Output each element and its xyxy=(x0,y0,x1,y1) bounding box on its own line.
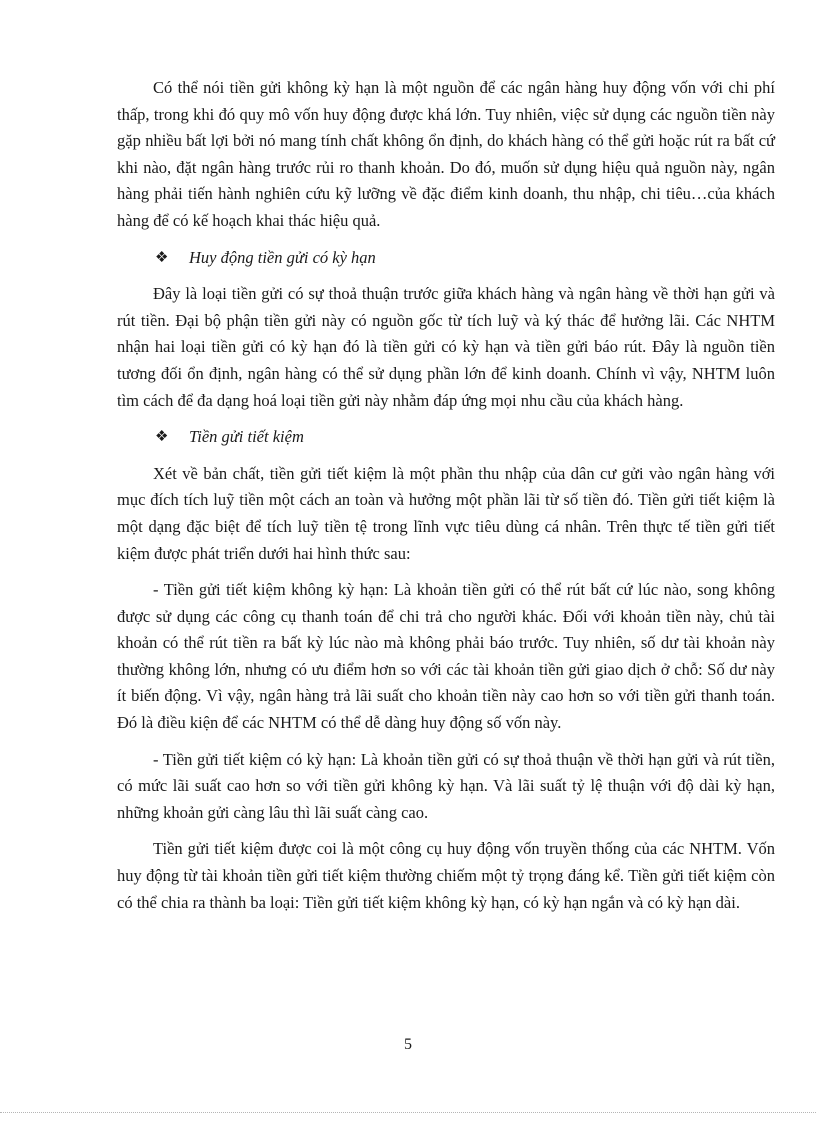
paragraph-term-deposits: Đây là loại tiền gửi có sự thoả thuận trước giữa khách hàng và ngân hàng về thời hạn gửi và rút tiền. Đại bộ phận tiền gửi này có nguồn gốc từ tích luỹ và ký thác để hưởng lãi. Các NHTM nhận hai loại tiền gửi có kỳ hạn đó là tiền gửi có kỳ hạn và tiền gửi báo rút. Đây là nguồn tiền tương đối ổn định, ngân hàng có thể sử dụng phần lớn để kinh doanh. Chính vì vậy, NHTM luôn tìm cách để đa dạng hoá loại tiền gửi này nhằm đáp ứng mọi nhu cầu của khách hàng. xyxy=(117,284,775,410)
footer-dotted-rule xyxy=(0,1112,816,1113)
heading-savings-deposits-label: Tiền gửi tiết kiệm xyxy=(189,427,304,447)
paragraph-savings-summary: Tiền gửi tiết kiệm được coi là một công cụ huy động vốn truyền thống của các NHTM. Vốn huy động từ tài khoản tiền gửi tiết kiệm thường chiếm một tỷ trọng đáng kể. Tiền gửi tiết kiệm còn có thể chia ra thành ba loại: Tiền gửi tiết kiệm không kỳ hạn, có kỳ hạn ngắn và có kỳ hạn dài. xyxy=(117,839,775,912)
paragraph-demand-deposits: Có thể nói tiền gửi không kỳ hạn là một nguồn để các ngân hàng huy động vốn với chi phí thấp, trong khi đó quy mô vốn huy động được khá lớn. Tuy nhiên, việc sử dụng các nguồn tiền này gặp nhiều bất lợi bởi nó mang tính chất không ổn định, do khách hàng có thể gửi hoặc rút ra bất cứ khi nào, đặt ngân hàng trước rủi ro thanh khoản. Do đó, muốn sử dụng hiệu quả nguồn này, ngân hàng phải tiến hành nghiên cứu kỹ lưỡng về đặc điểm kinh doanh, thu nhập, chi tiêu…của khách hàng để có kế hoạch khai thác hiệu quả. xyxy=(117,78,775,230)
document-body xyxy=(117,75,775,926)
paragraph-savings-demand: - Tiền gửi tiết kiệm không kỳ hạn: Là khoản tiền gửi có thể rút bất cứ lúc nào, song không được sử dụng các công cụ thanh toán để chi trả cho người khác. Đối với khoản tiền này, chủ tài khoản có thể rút tiền ra bất kỳ lúc nào mà không phải báo trước. Tuy nhiên, số dư tài khoản này thường không lớn, nhưng có ưu điểm hơn so với các tài khoản tiền gửi giao dịch ở chỗ: Số dư này ít biến động. Vì vậy, ngân hàng trả lãi suất cho khoản tiền này cao hơn so với tiền gửi thanh toán. Đó là điều kiện để các NHTM có thể dễ dàng huy động số vốn này. xyxy=(117,580,775,733)
heading-savings-deposits xyxy=(117,424,775,451)
diamond-bullet-icon: ❖ xyxy=(155,249,169,266)
heading-term-deposits-label: Huy động tiền gửi có kỳ hạn xyxy=(189,247,376,267)
paragraph-savings-nature: Xét về bản chất, tiền gửi tiết kiệm là một phần thu nhập của dân cư gửi vào ngân hàng với mục đích tích luỹ tiền một cách an toàn và hưởng một phần lãi từ số tiền đó. Tiền gửi tiết kiệm là một dạng đặc biệt để tích luỹ tiền tệ trong lĩnh vực tiêu dùng cá nhân. Trên thực tế tiền gửi tiết kiệm được phát triển dưới hai hình thức sau: xyxy=(117,463,775,563)
paragraph-savings-term: - Tiền gửi tiết kiệm có kỳ hạn: Là khoản tiền gửi có sự thoả thuận về thời hạn gửi và rút tiền, có mức lãi suất cao hơn so với tiền gửi không kỳ hạn. Và lãi suất tỷ lệ thuận với độ dài kỳ hạn, những khoản gửi càng lâu thì lãi suất càng cao. xyxy=(117,749,775,822)
diamond-bullet-icon: ❖ xyxy=(155,429,169,446)
heading-term-deposits xyxy=(117,245,775,272)
page-number: 5 xyxy=(404,1036,412,1053)
